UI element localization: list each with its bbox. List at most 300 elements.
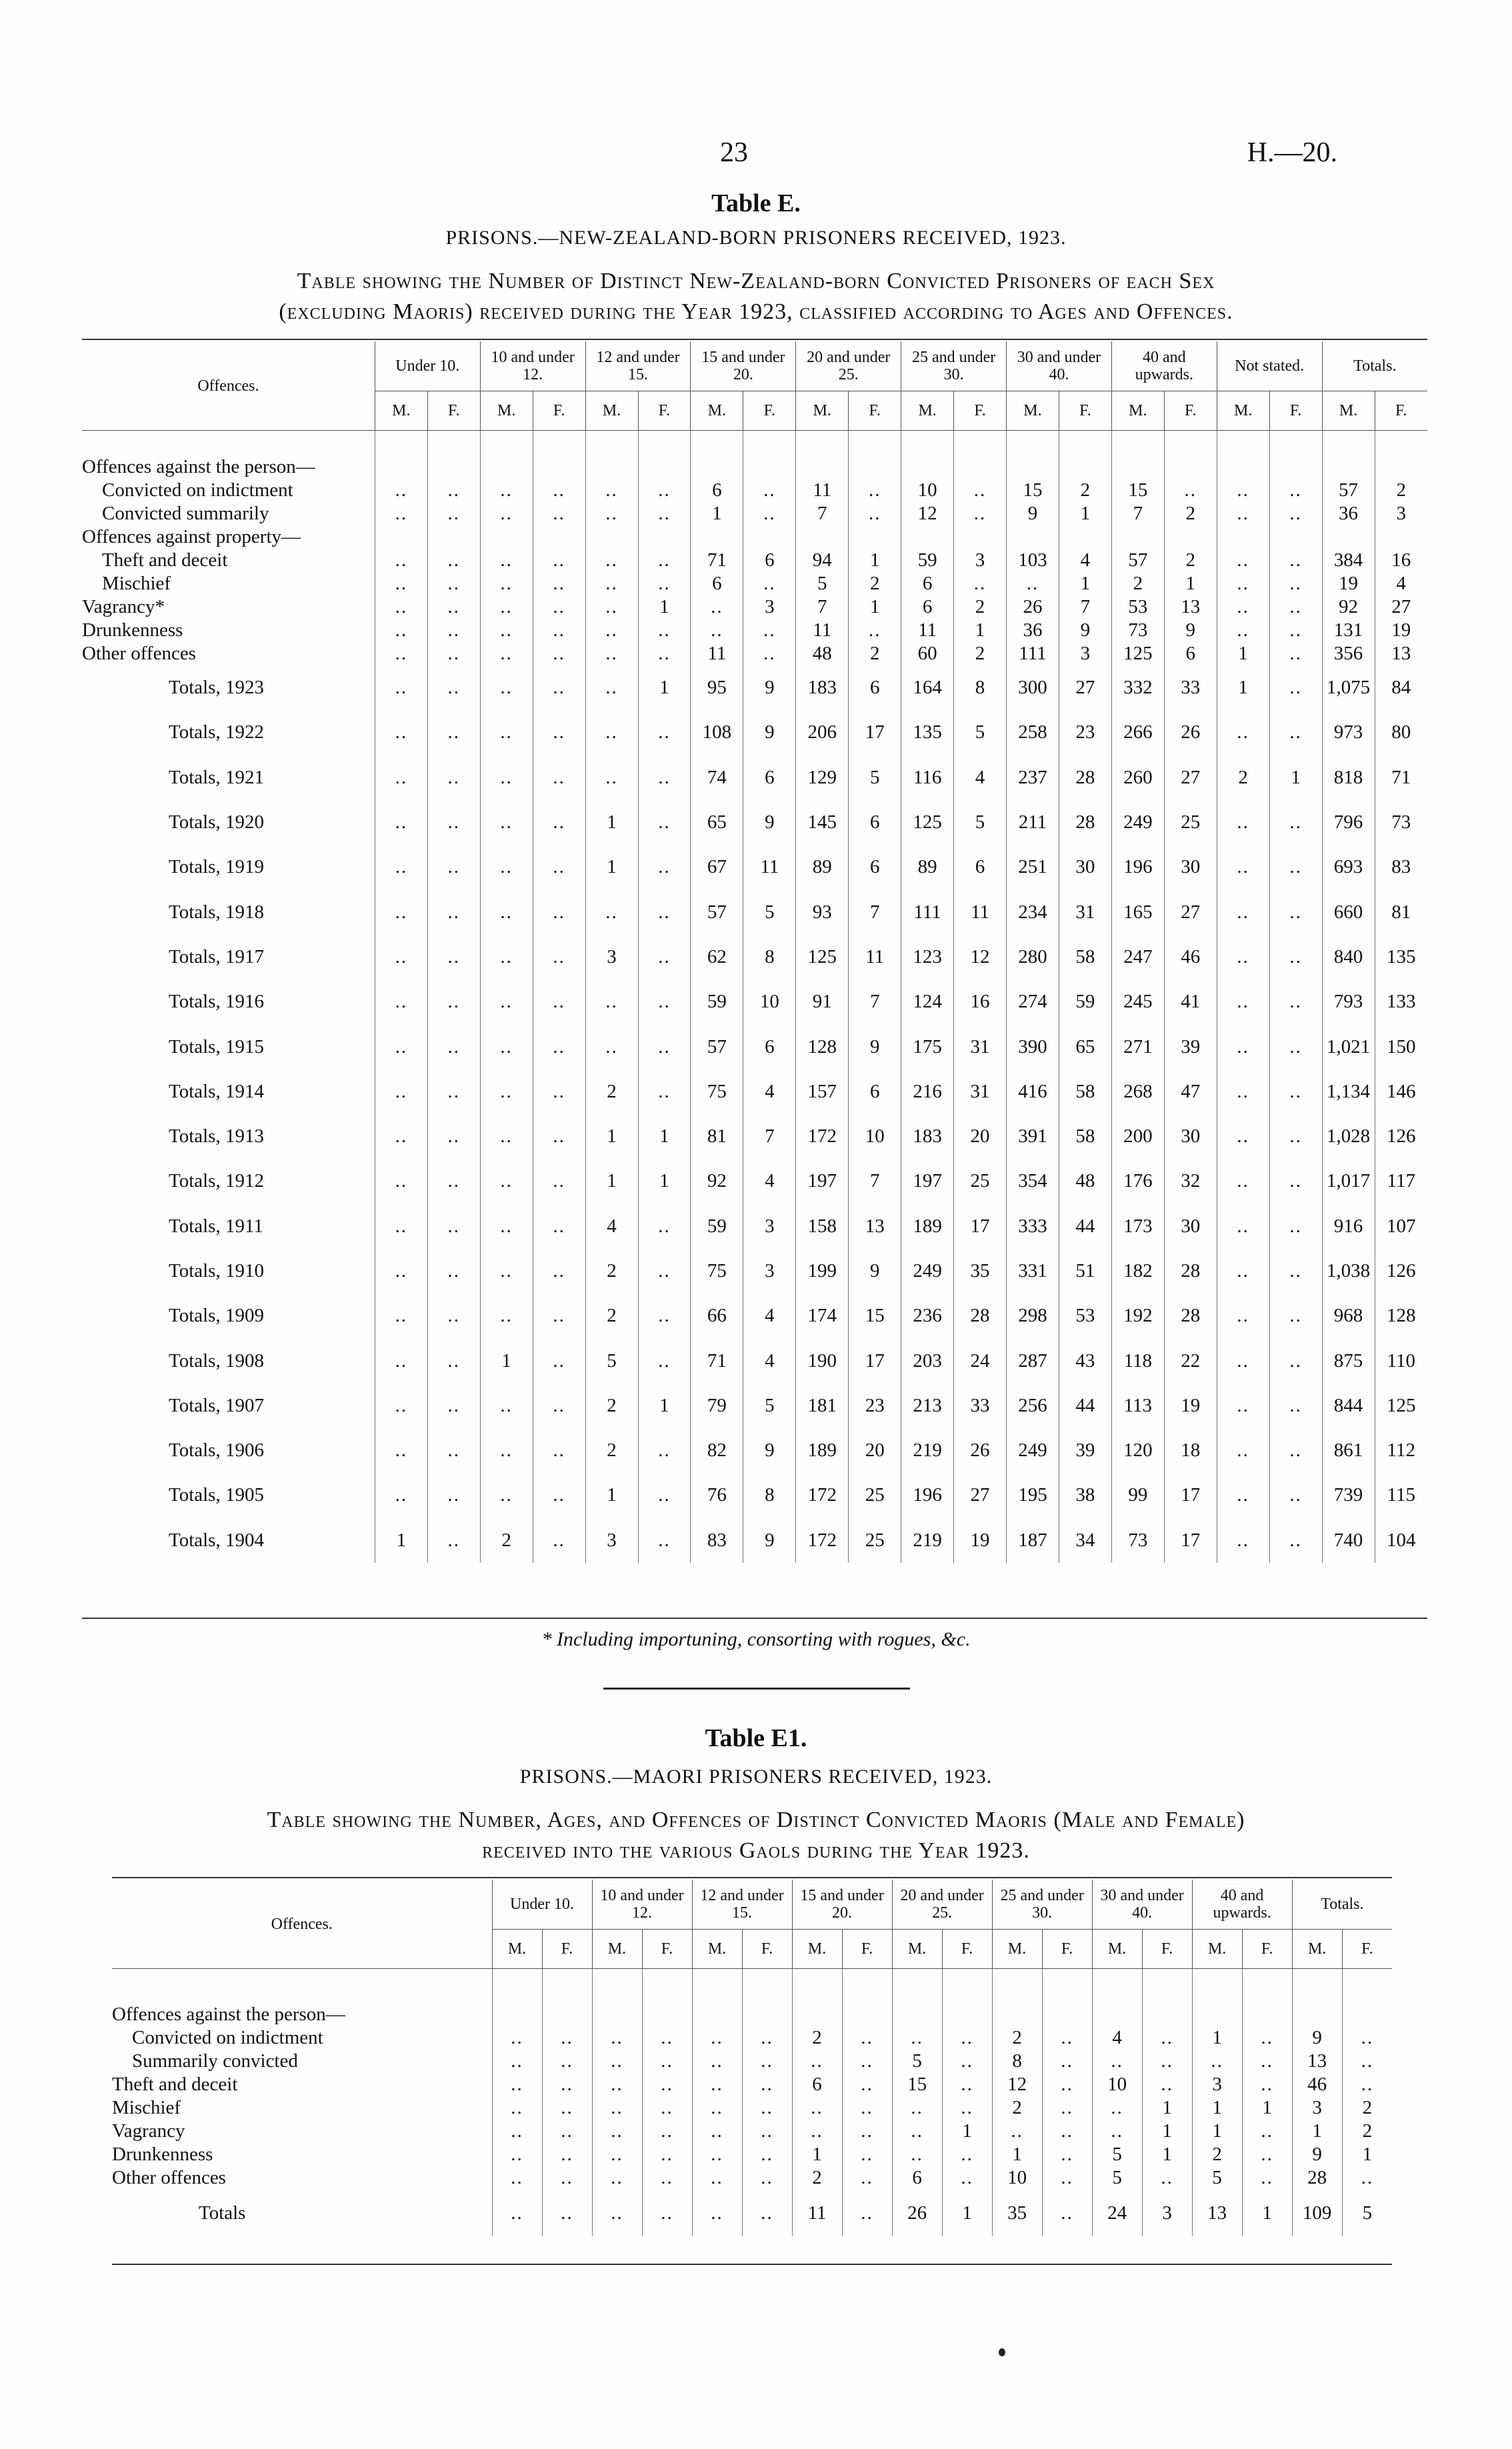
table-e1-bottom-rule: [112, 2264, 1392, 2265]
table-cell: 7: [849, 889, 901, 934]
table-cell: ..: [1342, 2073, 1392, 2096]
table-cell: [992, 1969, 1042, 2027]
table-cell: 7: [743, 1114, 796, 1159]
table-cell: 17: [954, 1204, 1007, 1249]
table-cell: ..: [427, 1338, 480, 1383]
table-cell: ..: [375, 1428, 427, 1473]
table-cell: ..: [1217, 1069, 1269, 1114]
table-cell: 104: [1375, 1518, 1427, 1563]
row-label: Convicted on indictment: [132, 2027, 323, 2048]
table-cell: [796, 525, 849, 549]
table-cell: 83: [1375, 845, 1427, 889]
table-cell: ..: [375, 889, 427, 934]
table-cell: 10: [992, 2166, 1042, 2190]
table-cell: ..: [1042, 2026, 1092, 2050]
table-cell: 76: [691, 1473, 743, 1518]
table-cell: ..: [954, 479, 1007, 502]
table-cell: 1,028: [1322, 1114, 1375, 1159]
table-cell: 128: [796, 1024, 849, 1069]
age-group-header: 40 and upwards.: [1192, 1880, 1292, 1930]
female-column-header: F.: [1242, 1930, 1292, 1969]
table-cell: [849, 431, 901, 479]
table-cell: 416: [1007, 1069, 1059, 1114]
table-cell: ..: [492, 2120, 542, 2143]
table-cell: 298: [1007, 1294, 1059, 1338]
table-cell: 48: [796, 642, 849, 665]
table-cell: [1269, 525, 1322, 549]
row-label: Vagrancy*: [82, 596, 165, 617]
table-cell: ..: [1242, 2166, 1292, 2190]
table-cell: 3: [954, 549, 1007, 572]
table-cell: 9: [849, 1249, 901, 1294]
table-cell: 6: [1164, 642, 1217, 665]
table-cell: 6: [792, 2073, 842, 2096]
table-cell: 16: [1375, 549, 1427, 572]
table-cell: [1059, 525, 1111, 549]
table-cell: 4: [954, 755, 1007, 800]
table-e-top-rule: [82, 339, 1427, 340]
table-cell: 4: [743, 1069, 796, 1114]
table-cell: ..: [638, 502, 691, 525]
female-column-header: F.: [542, 1930, 592, 1969]
table-cell: ..: [892, 2120, 942, 2143]
table-e1-top-rule: [112, 1877, 1392, 1878]
table-cell: 30: [1164, 1114, 1217, 1159]
table-cell: [743, 431, 796, 479]
table-cell: 172: [796, 1114, 849, 1159]
table-cell: 2: [954, 642, 1007, 665]
table-cell: [792, 1969, 842, 2027]
male-column-header: M.: [992, 1930, 1042, 1969]
table-cell: ..: [375, 479, 427, 502]
table-cell: ..: [427, 642, 480, 665]
table-cell: 10: [901, 479, 954, 502]
table-cell: ..: [638, 1204, 691, 1249]
table-cell: 20: [849, 1428, 901, 1473]
totals-row: [82, 1428, 1427, 1473]
table-cell: [533, 525, 585, 549]
table-cell: ..: [642, 2050, 692, 2073]
table-cell: 1: [585, 1114, 638, 1159]
row-label: Theft and deceit: [102, 549, 228, 571]
table-cell: 17: [849, 1338, 901, 1383]
table-cell: ..: [533, 800, 585, 845]
totals-row: [82, 1473, 1427, 1518]
table-cell: ..: [638, 1249, 691, 1294]
table-cell: 1: [1059, 502, 1111, 525]
table-cell: ..: [427, 1294, 480, 1338]
table-cell: 157: [796, 1069, 849, 1114]
table-cell: 111: [901, 889, 954, 934]
table-cell: 71: [1375, 755, 1427, 800]
table-cell: 13: [849, 1204, 901, 1249]
age-group-header: 12 and under 15.: [692, 1880, 792, 1930]
table-cell: 15: [892, 2073, 942, 2096]
table-cell: 51: [1059, 1249, 1111, 1294]
table-cell: [1042, 1969, 1092, 2027]
table-cell: ..: [642, 2120, 692, 2143]
table-cell: ..: [691, 619, 743, 642]
table-cell: ..: [533, 1338, 585, 1383]
female-column-header: F.: [842, 1930, 892, 1969]
table-cell: 31: [954, 1024, 1007, 1069]
table-cell: ..: [638, 979, 691, 1024]
table-cell: 17: [849, 710, 901, 755]
table-cell: ..: [1007, 572, 1059, 595]
table-cell: ..: [792, 2096, 842, 2120]
table-cell: 27: [1059, 665, 1111, 710]
table-cell: ..: [585, 549, 638, 572]
table-cell: [691, 431, 743, 479]
table-cell: ..: [480, 595, 533, 619]
table-cell: ..: [1269, 619, 1322, 642]
row-label: Totals: [199, 2202, 246, 2224]
table-cell: [743, 525, 796, 549]
table-e-subtitle: PRISONS.—NEW-ZEALAND-BORN PRISONERS RECEIVED, 1923.: [445, 227, 1067, 249]
table-cell: 234: [1007, 889, 1059, 934]
table-cell: ..: [1217, 1518, 1269, 1563]
totals-row: [82, 1204, 1427, 1249]
totals-row: [82, 665, 1427, 710]
table-cell: 9: [1007, 502, 1059, 525]
age-group-header: 20 and under 25.: [892, 1880, 992, 1930]
table-cell: ..: [1042, 2096, 1092, 2120]
table-cell: 57: [1111, 549, 1164, 572]
table-cell: ..: [1217, 1114, 1269, 1159]
table-cell: [742, 1969, 792, 2027]
table-cell: 1: [1142, 2120, 1192, 2143]
table-cell: 33: [1164, 665, 1217, 710]
table-cell: [1142, 1969, 1192, 2027]
table-cell: ..: [842, 2096, 892, 2120]
table-cell: ..: [533, 1518, 585, 1563]
table-cell: 39: [1059, 1428, 1111, 1473]
table-cell: 73: [1375, 800, 1427, 845]
row-label: Totals, 1920: [169, 811, 264, 833]
table-cell: 13: [1292, 2050, 1342, 2073]
table-cell: ..: [792, 2050, 842, 2073]
table-cell: ..: [480, 710, 533, 755]
table-cell: ..: [533, 845, 585, 889]
table-cell: 27: [1164, 755, 1217, 800]
table-cell: ..: [1192, 2050, 1242, 2073]
table-cell: ..: [842, 2143, 892, 2166]
age-group-header: 20 and under 25.: [796, 341, 901, 391]
row-label: Totals, 1908: [169, 1350, 264, 1372]
table-cell: 280: [1007, 935, 1059, 979]
table-cell: 165: [1111, 889, 1164, 934]
table-cell: 92: [691, 1159, 743, 1203]
male-column-header: M.: [585, 391, 638, 431]
table-cell: 93: [796, 889, 849, 934]
table-cell: [592, 1969, 642, 2027]
table-cell: 135: [1375, 935, 1427, 979]
male-column-header: M.: [691, 391, 743, 431]
table-cell: 1: [1192, 2120, 1242, 2143]
table-cell: ..: [592, 2096, 642, 2120]
table-cell: [1092, 1969, 1142, 2027]
row-label: Summarily convicted: [132, 2050, 298, 2072]
table-cell: 5: [849, 755, 901, 800]
table-cell: 164: [901, 665, 954, 710]
table-cell: ..: [585, 572, 638, 595]
table-cell: 36: [1007, 619, 1059, 642]
table-cell: ..: [638, 1069, 691, 1114]
table-cell: ..: [842, 2166, 892, 2190]
table-e: [82, 341, 1427, 1563]
row-label: Convicted summarily: [102, 503, 269, 524]
table-cell: 89: [796, 845, 849, 889]
age-group-header: 15 and under 20.: [792, 1880, 892, 1930]
table-cell: [901, 431, 954, 479]
table-cell: 27: [954, 1473, 1007, 1518]
totals-row: [82, 1384, 1427, 1428]
male-column-header: M.: [1322, 391, 1375, 431]
table-cell: 196: [901, 1473, 954, 1518]
table-cell: 125: [796, 935, 849, 979]
offences-header: Offences.: [112, 1880, 492, 1969]
table-cell: 81: [1375, 889, 1427, 934]
row-label: Mischief: [102, 573, 171, 594]
table-cell: 58: [1059, 935, 1111, 979]
table-cell: ..: [743, 479, 796, 502]
table-cell: 1: [585, 845, 638, 889]
table-cell: ..: [1217, 502, 1269, 525]
row-label: Totals, 1911: [169, 1215, 263, 1237]
table-cell: ..: [427, 1159, 480, 1203]
totals-row: [82, 889, 1427, 934]
table-cell: 30: [1164, 845, 1217, 889]
table-cell: 57: [1322, 479, 1375, 502]
age-group-header: 40 and upwards.: [1111, 341, 1217, 391]
offence-row: [82, 595, 1427, 619]
male-column-header: M.: [1192, 1930, 1242, 1969]
table-cell: ..: [533, 935, 585, 979]
table-cell: 2: [1192, 2143, 1242, 2166]
table-cell: ..: [1269, 1338, 1322, 1383]
table-cell: 1: [638, 1159, 691, 1203]
table-cell: ..: [375, 755, 427, 800]
table-cell: 182: [1111, 1249, 1164, 1294]
table-cell: ..: [480, 1384, 533, 1428]
table-e1: [112, 1880, 1392, 2236]
table-cell: ..: [480, 1204, 533, 1249]
table-cell: 28: [1059, 755, 1111, 800]
totals-row: [82, 1159, 1427, 1203]
offence-row: [82, 642, 1427, 665]
table-cell: ..: [849, 479, 901, 502]
table-cell: 173: [1111, 1204, 1164, 1249]
page-reference: H.—20.: [1247, 137, 1337, 168]
table-cell: ..: [849, 619, 901, 642]
table-cell: ..: [585, 619, 638, 642]
table-cell: 11: [691, 642, 743, 665]
table-cell: 25: [849, 1473, 901, 1518]
table-cell: 2: [1164, 549, 1217, 572]
table-cell: 84: [1375, 665, 1427, 710]
table-cell: 4: [1059, 549, 1111, 572]
table-cell: 9: [849, 1024, 901, 1069]
table-cell: 17: [1164, 1473, 1217, 1518]
table-cell: [942, 1969, 992, 2027]
table-cell: ..: [1269, 710, 1322, 755]
table-cell: 1: [480, 1338, 533, 1383]
age-group-header: 15 and under 20.: [691, 341, 796, 391]
table-cell: ..: [1217, 1338, 1269, 1383]
table-cell: 24: [954, 1338, 1007, 1383]
female-column-header: F.: [638, 391, 691, 431]
table-cell: 1: [942, 2120, 992, 2143]
table-cell: [1322, 525, 1375, 549]
table-cell: ..: [638, 889, 691, 934]
female-column-header: F.: [1042, 1930, 1092, 1969]
table-cell: 36: [1322, 502, 1375, 525]
table-cell: 53: [1059, 1294, 1111, 1338]
table-cell: ..: [1217, 1473, 1269, 1518]
totals-row: [82, 935, 1427, 979]
table-cell: 124: [901, 979, 954, 1024]
table-cell: ..: [638, 1428, 691, 1473]
table-cell: 59: [691, 979, 743, 1024]
table-cell: [375, 431, 427, 479]
ink-mark: [999, 2348, 1005, 2356]
table-cell: 120: [1111, 1428, 1164, 1473]
table-cell: ..: [427, 1024, 480, 1069]
table-cell: ..: [592, 2190, 642, 2236]
table-cell: 80: [1375, 710, 1427, 755]
table-cell: 3: [743, 1204, 796, 1249]
table-cell: ..: [533, 1114, 585, 1159]
table-cell: 10: [743, 979, 796, 1024]
male-column-header: M.: [375, 391, 427, 431]
table-cell: 62: [691, 935, 743, 979]
table-cell: [492, 1969, 542, 2027]
table-cell: ..: [375, 642, 427, 665]
table-cell: ..: [427, 845, 480, 889]
table-cell: 183: [901, 1114, 954, 1159]
table-cell: ..: [792, 2120, 842, 2143]
table-cell: 300: [1007, 665, 1059, 710]
table-cell: ..: [1217, 572, 1269, 595]
table-cell: ..: [480, 1024, 533, 1069]
table-cell: 740: [1322, 1518, 1375, 1563]
row-label: Convicted on indictment: [102, 479, 293, 501]
table-cell: 213: [901, 1384, 954, 1428]
table-cell: ..: [1092, 2096, 1142, 2120]
table-cell: ..: [427, 1114, 480, 1159]
table-cell: 6: [849, 665, 901, 710]
table-cell: ..: [592, 2026, 642, 2050]
table-cell: ..: [742, 2166, 792, 2190]
table-cell: ..: [427, 800, 480, 845]
table-cell: ..: [642, 2190, 692, 2236]
table-cell: 83: [691, 1518, 743, 1563]
table-cell: 384: [1322, 549, 1375, 572]
table-cell: 2: [992, 2026, 1042, 2050]
row-label: Totals, 1907: [169, 1394, 264, 1416]
table-cell: ..: [427, 755, 480, 800]
table-cell: 28: [1164, 1294, 1217, 1338]
table-cell: ..: [375, 619, 427, 642]
table-cell: ..: [592, 2143, 642, 2166]
table-cell: 1: [585, 800, 638, 845]
table-cell: 9: [743, 800, 796, 845]
table-cell: 1: [585, 1159, 638, 1203]
age-group-header: 10 and under 12.: [480, 341, 585, 391]
table-cell: ..: [1342, 2166, 1392, 2190]
female-column-header: F.: [954, 391, 1007, 431]
table-cell: [849, 525, 901, 549]
table-cell: 197: [796, 1159, 849, 1203]
table-cell: ..: [542, 2096, 592, 2120]
table-cell: 6: [892, 2166, 942, 2190]
table-cell: 1: [638, 665, 691, 710]
table-cell: 216: [901, 1069, 954, 1114]
table-cell: ..: [638, 845, 691, 889]
table-cell: 844: [1322, 1384, 1375, 1428]
table-cell: ..: [1269, 665, 1322, 710]
table-cell: ..: [492, 2050, 542, 2073]
table-cell: ..: [375, 1249, 427, 1294]
table-cell: 916: [1322, 1204, 1375, 1249]
table-cell: ..: [375, 800, 427, 845]
table-cell: 6: [849, 1069, 901, 1114]
totals-row: [82, 710, 1427, 755]
table-cell: ..: [480, 1114, 533, 1159]
table-cell: ..: [533, 1249, 585, 1294]
table-cell: ..: [480, 755, 533, 800]
table-cell: 32: [1164, 1159, 1217, 1203]
table-e1-title: Table E1.: [705, 1724, 807, 1752]
table-cell: 274: [1007, 979, 1059, 1024]
table-cell: 3: [743, 1249, 796, 1294]
table-cell: 11: [796, 479, 849, 502]
offence-row: [82, 479, 1427, 502]
table-cell: ..: [942, 2026, 992, 2050]
table-cell: [692, 1969, 742, 2027]
male-column-header: M.: [1292, 1930, 1342, 1969]
row-label: Totals, 1910: [169, 1260, 264, 1282]
table-cell: ..: [892, 2026, 942, 2050]
table-cell: 973: [1322, 710, 1375, 755]
table-cell: 111: [1007, 642, 1059, 665]
totals-row: [82, 1338, 1427, 1383]
table-cell: ..: [480, 1294, 533, 1338]
totals-row: [82, 845, 1427, 889]
table-cell: 126: [1375, 1249, 1427, 1294]
table-cell: 28: [1164, 1249, 1217, 1294]
row-label: Offences against property—: [82, 526, 301, 547]
table-cell: ..: [533, 595, 585, 619]
table-cell: 3: [1375, 502, 1427, 525]
row-label: Offences against the person—: [112, 2004, 345, 2025]
table-cell: 174: [796, 1294, 849, 1338]
table-cell: ..: [642, 2026, 692, 2050]
table-cell: 30: [1164, 1204, 1217, 1249]
table-cell: ..: [480, 979, 533, 1024]
table-cell: 131: [1322, 619, 1375, 642]
table-cell: ..: [492, 2026, 542, 2050]
table-cell: ..: [1269, 502, 1322, 525]
table-cell: 1: [1192, 2096, 1242, 2120]
table-cell: 103: [1007, 549, 1059, 572]
table-cell: 6: [849, 845, 901, 889]
table-cell: 11: [743, 845, 796, 889]
table-cell: ..: [533, 755, 585, 800]
row-label: Totals, 1909: [169, 1305, 264, 1327]
male-column-header: M.: [592, 1930, 642, 1969]
table-cell: ..: [642, 2143, 692, 2166]
